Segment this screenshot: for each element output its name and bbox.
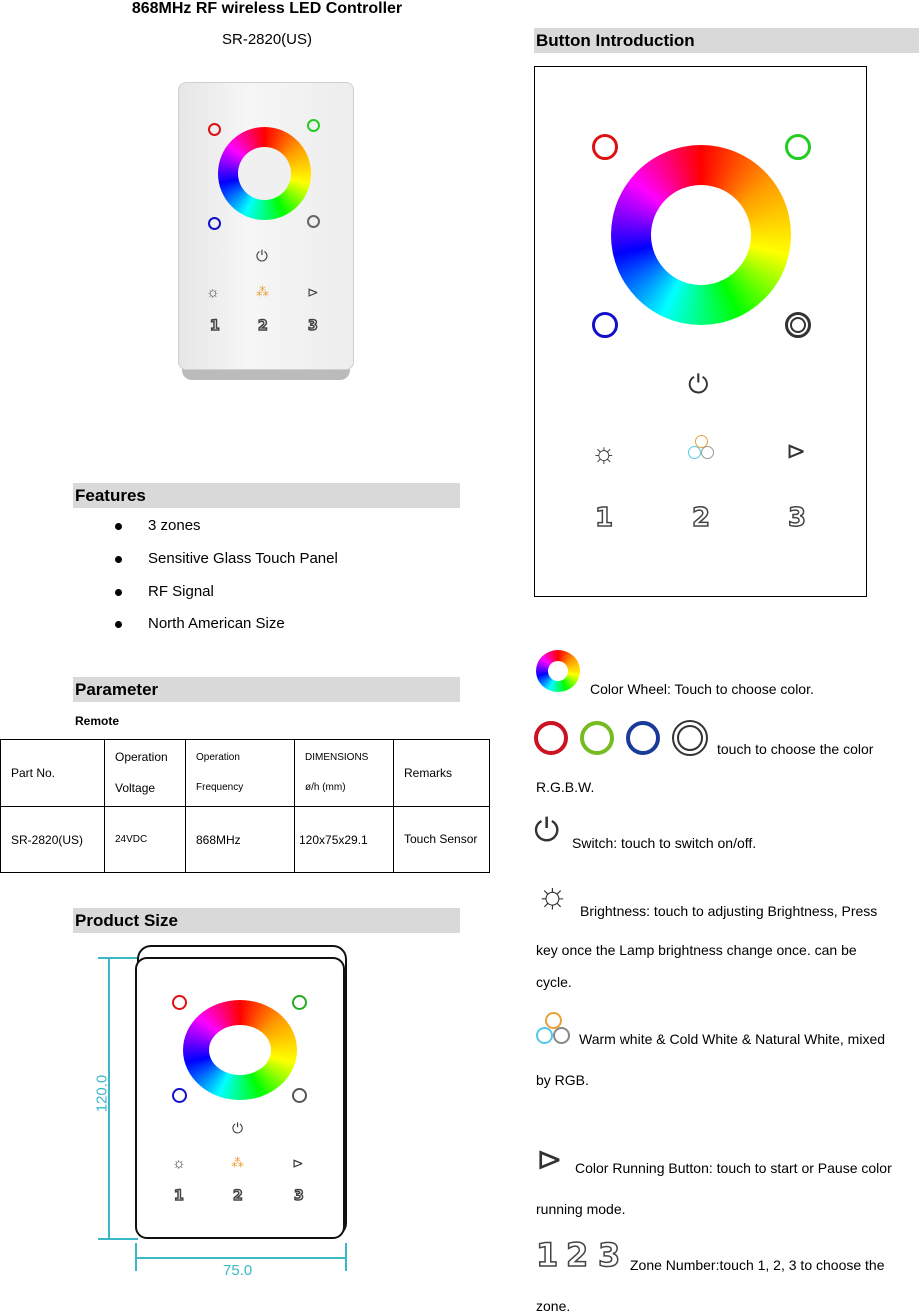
remote-subheading: Remote — [75, 714, 120, 728]
rgbw-icons — [534, 718, 714, 758]
play-icon: ⊳ — [307, 284, 319, 300]
power-icon: ⏻ — [534, 812, 560, 848]
model-number: SR-2820(US) — [221, 31, 313, 48]
play-icon: ⊳ — [536, 1141, 563, 1177]
rgbw-desc: touch to choose the color — [717, 741, 874, 757]
power-icon: ⏻ — [256, 248, 268, 265]
parameter-table — [0, 739, 490, 873]
zone-desc-cont: zone. — [536, 1298, 571, 1314]
table-cell: 24VDC — [105, 807, 186, 873]
button-panel-diagram — [534, 66, 867, 597]
play-icon: ⊳ — [292, 1155, 304, 1171]
table-cell: 868MHz — [186, 807, 295, 873]
white-desc: Warm white & Cold White & Natural White, mixed — [579, 1031, 886, 1047]
table-cell: Touch Sensor — [394, 807, 490, 873]
feature-item: 3 zones — [115, 517, 201, 534]
zone-1-label: 1 — [210, 318, 220, 334]
feature-item: North American Size — [115, 615, 285, 632]
white-desc-cont: by RGB. — [536, 1072, 589, 1088]
parameter-heading: Parameter — [73, 677, 460, 702]
table-cell: SR-2820(US) — [1, 807, 105, 873]
running-desc: Color Running Button: touch to start or Pause color — [575, 1160, 892, 1176]
brightness-desc-cont2: cycle. — [536, 974, 572, 990]
running-desc-cont: running mode. — [536, 1201, 626, 1217]
sun-icon: ☼ — [536, 874, 569, 915]
white-mix-icon — [687, 435, 717, 465]
play-icon: ⊳ — [786, 438, 807, 465]
zone-numbers-icon: 1 2 3 — [536, 1236, 621, 1274]
red-ring-icon — [534, 721, 568, 755]
product-photo — [178, 82, 354, 382]
brightness-desc-cont1: key once the Lamp brightness change once. can be — [536, 942, 857, 958]
zone-3-label: 3 — [294, 1188, 304, 1204]
zone-2-label: 2 — [233, 1188, 243, 1204]
rgbw-desc-cont: R.G.B.W. — [536, 779, 595, 795]
power-icon: ⏻ — [688, 369, 709, 399]
zone-3-label: 3 — [788, 503, 807, 533]
table-header: DIMENSIONS ø/h (mm) — [295, 740, 394, 807]
table-header: Operation Frequency — [186, 740, 295, 807]
zone-3-label: 3 — [308, 318, 318, 334]
page-title: 868MHz RF wireless LED Controller — [131, 0, 403, 17]
zone-2-label: 2 — [258, 318, 268, 334]
dimension-drawing — [95, 945, 365, 1280]
white-mix-icon — [534, 1012, 574, 1048]
feature-item: RF Signal — [115, 583, 214, 600]
button-intro-heading: Button Introduction — [534, 28, 919, 53]
table-cell: 120x75x29.1 — [295, 807, 394, 873]
color-wheel-desc: Color Wheel: Touch to choose color. — [590, 681, 814, 697]
table-header: Part No. — [1, 740, 105, 807]
width-dimension-label: 75.0 — [223, 1262, 253, 1279]
features-heading: Features — [73, 483, 460, 508]
brightness-desc: Brightness: touch to adjusting Brightness, Press — [580, 903, 878, 919]
height-dimension-label: 120.0 — [93, 1074, 111, 1113]
blue-ring-icon — [626, 721, 660, 755]
sun-icon: ☼ — [206, 284, 220, 301]
table-header: Remarks — [394, 740, 490, 807]
zone-1-label: 1 — [174, 1188, 184, 1204]
sun-icon: ☼ — [172, 1155, 186, 1172]
table-header: Operation Voltage — [105, 740, 186, 807]
switch-desc: Switch: touch to switch on/off. — [572, 835, 757, 851]
white-mix-icon: ⁂ — [256, 284, 269, 299]
sun-icon: ☼ — [591, 437, 617, 468]
power-icon: ⏻ — [232, 1120, 244, 1136]
white-mix-icon: ⁂ — [231, 1155, 244, 1170]
product-size-heading: Product Size — [73, 908, 460, 933]
green-ring-icon — [580, 721, 614, 755]
zone-1-label: 1 — [595, 503, 614, 533]
zone-2-label: 2 — [692, 503, 711, 533]
feature-item: Sensitive Glass Touch Panel — [115, 550, 338, 567]
color-wheel-icon — [536, 650, 580, 692]
zone-desc: Zone Number:touch 1, 2, 3 to choose the — [630, 1257, 885, 1273]
